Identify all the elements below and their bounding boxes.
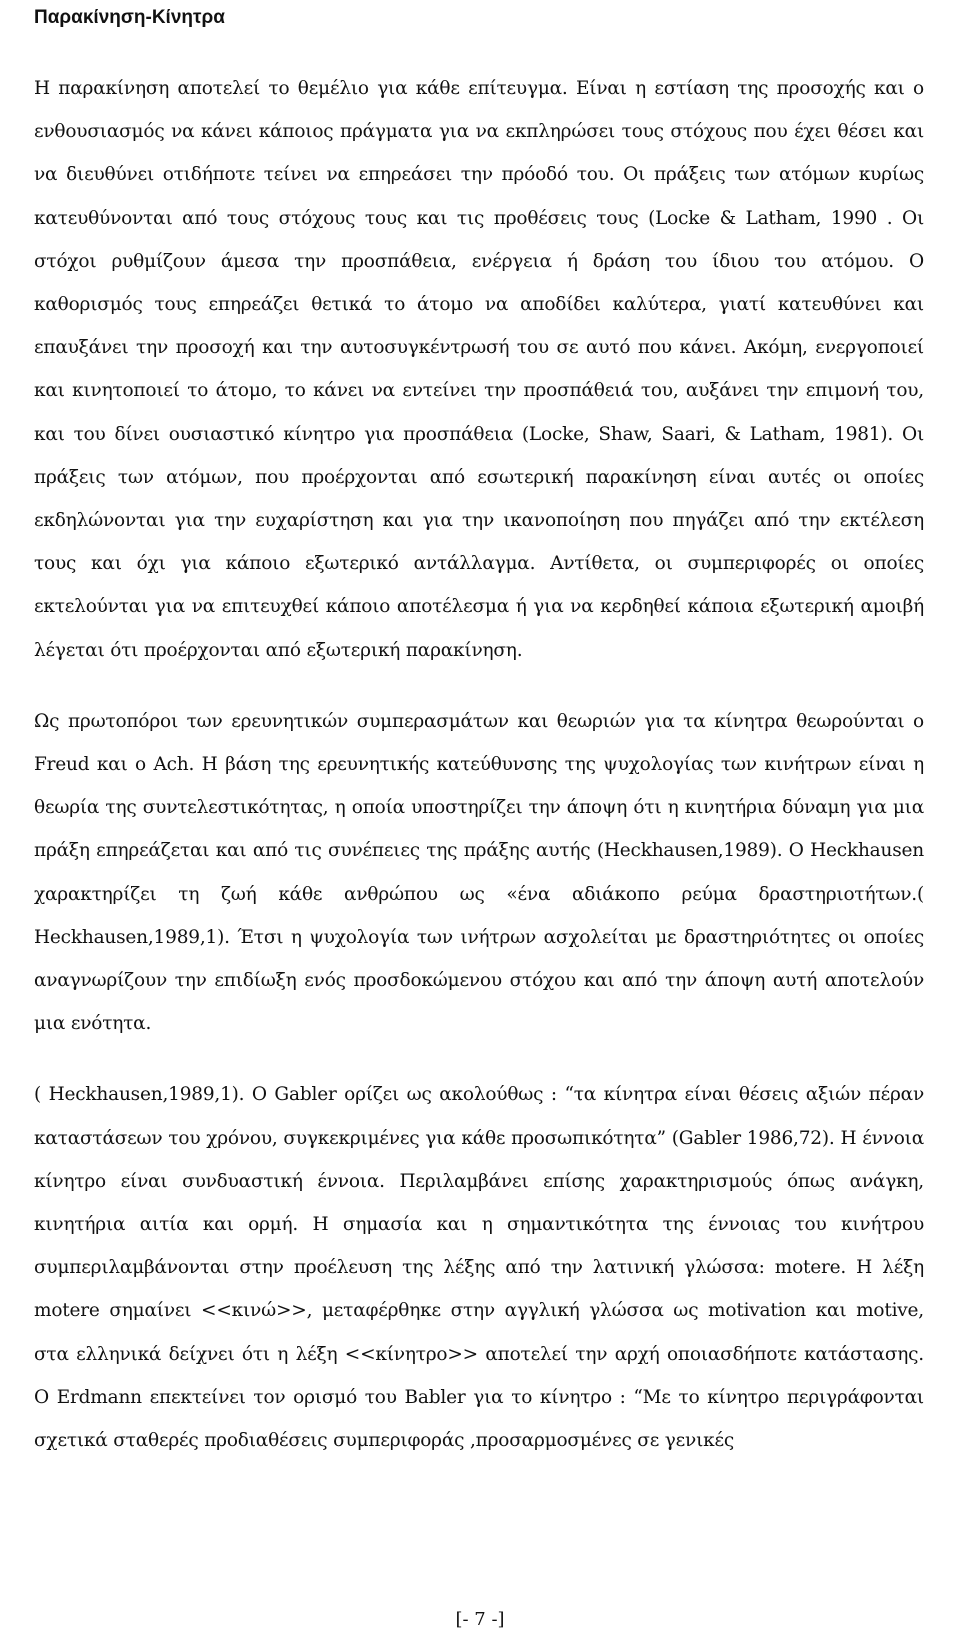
page-number: [- 7 -]: [455, 1609, 505, 1630]
paragraph-motive-definition: ( Heckhausen,1989,1). Ο Gabler ορίζει ως ακολούθως : “τα κίνητρα είναι θέσεις αξιών πέραν καταστάσεων του χρόνου, συγκεκριμένες για κάθε προσωπικότητα” (Gabler 1986,72). Η έννοια κίνητρο είναι συνδυαστική έννοια. Περιλαμβάνει επίσης χαρακτηρισμούς όπως ανάγκη, κινητήρια αιτία και ορμή. Η σημασία και η σημαντικότητα της έννοιας του κινήτρου συμπεριλαμβάνονται στην προέλευση της λέξης από την λατινική γλώσσα: motere. Η λέξη motere σημαίνει <<κινώ>>, μεταφέρθηκε στην αγγλική γλώσσα ως motivation και motive, στα ελληνικά δείχνει ότι η λέξη <<κίνητρο>> αποτελεί την αρχή οποιασδήποτε κατάστασης. Ο Erdmann επεκτείνει τον ορισμό του Babler για το κίνητρο : “Με το κίνητρο περιγράφονται σχετικά σταθερές προδιαθέσεις συμπεριφοράς ,προσαρμοσμένες σε γενικές: [34, 1084, 924, 1452]
paragraph-motivation-intro: Η παρακίνηση αποτελεί το θεμέλιο για κάθε επίτευγμα. Είναι η εστίαση της προσοχής και ο ενθουσιασμός να κάνει κάποιος πράγματα για να εκπληρώσει τους στόχους που έχει θέσει και να διευθύνει οτιδήποτε τείνει να επηρεάσει την πρόοδό του. Οι πράξεις των ατόμων κυρίως κατευθύνονται από τους στόχους τους και τις προθέσεις τους (Locke & Latham, 1990 . Οι στόχοι ρυθμίζουν άμεσα την προσπάθεια, ενέργεια ή δράση του ίδιου του ατόμου. Ο καθορισμός τους επηρεάζει θετικά το άτομο να αποδίδει καλύτερα, γιατί κατευθύνει και επαυξάνει την προσοχή και την αυτοσυγκέντρωσή του σε αυτό που κάνει. Ακόμη, ενεργοποιεί και κινητοποιεί το άτομο, το κάνει να εντείνει την προσπάθειά του, αυξάνει την επιμονή του, και του δίνει ουσιαστικό κίνητρο για προσπάθεια (Locke, Shaw, Saari, & Latham, 1981). Οι πράξεις των ατόμων, που προέρχονται από εσωτερική παρακίνηση είναι αυτές οι οποίες εκδηλώνονται για την ευχαρίστηση και για την ικανοποίηση που πηγάζει από την εκτέλεση τους και όχι για κάποιο εξωτερικό αντάλλαγμα. Αντίθετα, οι συμπεριφορές οι οποίες εκτελούνται για να επιτευχθεί κάποιο αποτέλεσμα ή για να κερδηθεί κάποια εξωτερική αμοιβή λέγεται ότι προέρχονται από εξωτερική παρακίνηση.: [34, 78, 924, 661]
section-heading: Παρακίνηση-Κίνητρα: [34, 7, 225, 28]
paragraph-motivation-theories: Ως πρωτοπόροι των ερευνητικών συμπερασμάτων και θεωριών για τα κίνητρα θεωρούνται ο Freud και ο Ach. Η βάση της ερευνητικής κατεύθυνσης της ψυχολογίας των κινήτρων είναι η θεωρία της συντελεστικότητας, η οποία υποστηρίζει την άποψη ότι η κινητήρια δύναμη για μια πράξη επηρεάζεται και από τις συνέπειες της πράξης αυτής (Heckhausen,1989). Ο Heckhausen χαρακτηρίζει τη ζωή κάθε ανθρώπου ως «ένα αδιάκοπο ρεύμα δραστηριοτήτων.( Heckhausen,1989,1). Έτσι η ψυχολογία των ινήτρων ασχολείται με δραστηριότητες οι οποίες αναγνωρίζουν την επιδίωξη ενός προσδοκώμενου στόχου και από την άποψη αυτή αποτελούν μια ενότητα.: [34, 710, 924, 1035]
